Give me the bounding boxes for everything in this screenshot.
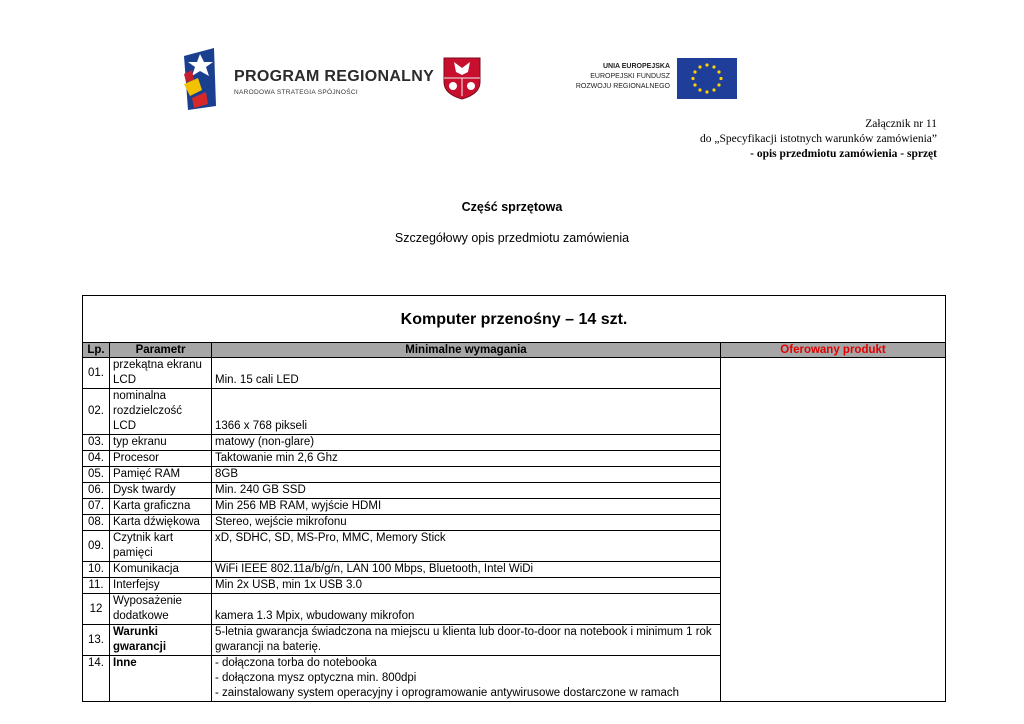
row-param: Interfejsy [110,578,212,594]
row-param: Karta dźwiękowa [110,515,212,531]
row-req-line: - dołączona torba do notebooka [215,657,377,669]
row-param-line: Czytnik kart [113,532,174,544]
section-title: Część sprzętowa [461,200,563,214]
row-param-line: Warunki [113,626,158,638]
table-title: Komputer przenośny – 14 szt. [83,296,946,343]
header-logos [180,46,740,112]
row-lp: 10. [83,562,110,578]
eu-flag-icon [677,58,737,99]
program-regionalny-logo [180,46,435,112]
row-param [110,625,212,656]
program-title: PROGRAM REGIONALNY [234,68,435,85]
annex-line-2: do „Specyfikacji istotnych warunków zamówienia” [700,133,937,145]
header-offer: Oferowany produkt [721,343,946,358]
row-req [212,625,721,656]
row-param: typ ekranu [110,435,212,451]
row-lp: 09. [83,531,110,562]
row-req: Taktowanie min 2,6 Ghz [212,451,721,467]
row-req: Min. 15 cali LED [212,358,721,389]
row-req-line: - dołączona mysz optyczna min. 800dpi [215,672,417,684]
table-header-row [83,343,946,358]
row-req: kamera 1.3 Mpix, wbudowany mikrofon [212,594,721,625]
row-lp: 03. [83,435,110,451]
row-param: Karta graficzna [110,499,212,515]
row-param [110,358,212,389]
row-lp: 01. [83,358,110,389]
row-lp: 11. [83,578,110,594]
row-lp: 05. [83,467,110,483]
row-param: Dysk twardy [110,483,212,499]
row-req-line: gwarancji na baterię. [215,641,322,653]
annex-block [700,117,937,162]
row-req: Stereo, wejście mikrofonu [212,515,721,531]
row-lp: 07. [83,499,110,515]
row-req: 1366 x 768 pikseli [212,389,721,435]
row-lp: 04. [83,451,110,467]
annex-line-3: - opis przedmiotu zamówienia - sprzęt [750,148,937,160]
coat-of-arms-icon [442,56,482,100]
row-param-line: rozdzielczość LCD [113,405,183,432]
row-lp: 13. [83,625,110,656]
row-req: Min. 240 GB SSD [212,483,721,499]
header-req: Minimalne wymagania [212,343,721,358]
table-row [83,358,946,389]
annex-line-1: Załącznik nr 11 [865,118,937,130]
row-req: 8GB [212,467,721,483]
eu-line-3: ROZWOJU REGIONALNEGO [575,83,670,90]
row-lp: 08. [83,515,110,531]
row-req-line: - zainstalowany system operacyjny i oprogramowanie antywirusowe dostarczone w ramach [215,687,680,699]
row-req: xD, SDHC, SD, MS-Pro, MMC, Memory Stick [212,531,721,562]
row-lp: 06. [83,483,110,499]
row-param-line: przekątna ekranu [113,359,202,371]
row-req: Min 2x USB, min 1x USB 3.0 [212,578,721,594]
row-param-line: nominalna [113,390,167,402]
eu-line-2: EUROPEJSKI FUNDUSZ [590,73,670,80]
program-regionalny-emblem-icon [180,46,232,112]
offer-cell[interactable] [721,358,946,702]
row-param-line: LCD [113,374,137,386]
row-param-line: dodatkowe [113,610,169,622]
row-param-line: gwarancji [113,641,167,653]
row-lp: 12 [83,594,110,625]
row-req: Min 256 MB RAM, wyjście HDMI [212,499,721,515]
table-title-row [83,296,946,343]
row-lp: 02. [83,389,110,435]
row-param: Inne [110,656,212,702]
row-param-line: Wyposażenie [113,595,182,607]
row-req [212,656,721,702]
row-param: Komunikacja [110,562,212,578]
program-subtitle: NARODOWA STRATEGIA SPÓJNOŚCI [234,89,358,96]
row-req-line: 5-letnia gwarancja świadczona na miejscu u klienta lub door-to-door na notebook i minimum 1 rok [215,626,712,638]
eu-line-1: UNIA EUROPEJSKA [602,63,670,70]
row-param-line: pamięci [113,547,153,559]
row-param [110,531,212,562]
row-lp: 14. [83,656,110,702]
eu-fund-text [564,62,670,92]
header-param: Parametr [110,343,212,358]
row-param [110,594,212,625]
row-param: Pamięć RAM [110,467,212,483]
section-subtitle: Szczegółowy opis przedmiotu zamówienia [394,231,630,245]
row-req: WiFi IEEE 802.11a/b/g/n, LAN 100 Mbps, Bluetooth, Intel WiDi [212,562,721,578]
spec-table [82,295,946,702]
row-req: matowy (non-glare) [212,435,721,451]
row-param [110,389,212,435]
spec-table-wrapper [82,295,945,702]
row-param: Procesor [110,451,212,467]
header-lp: Lp. [83,343,110,358]
